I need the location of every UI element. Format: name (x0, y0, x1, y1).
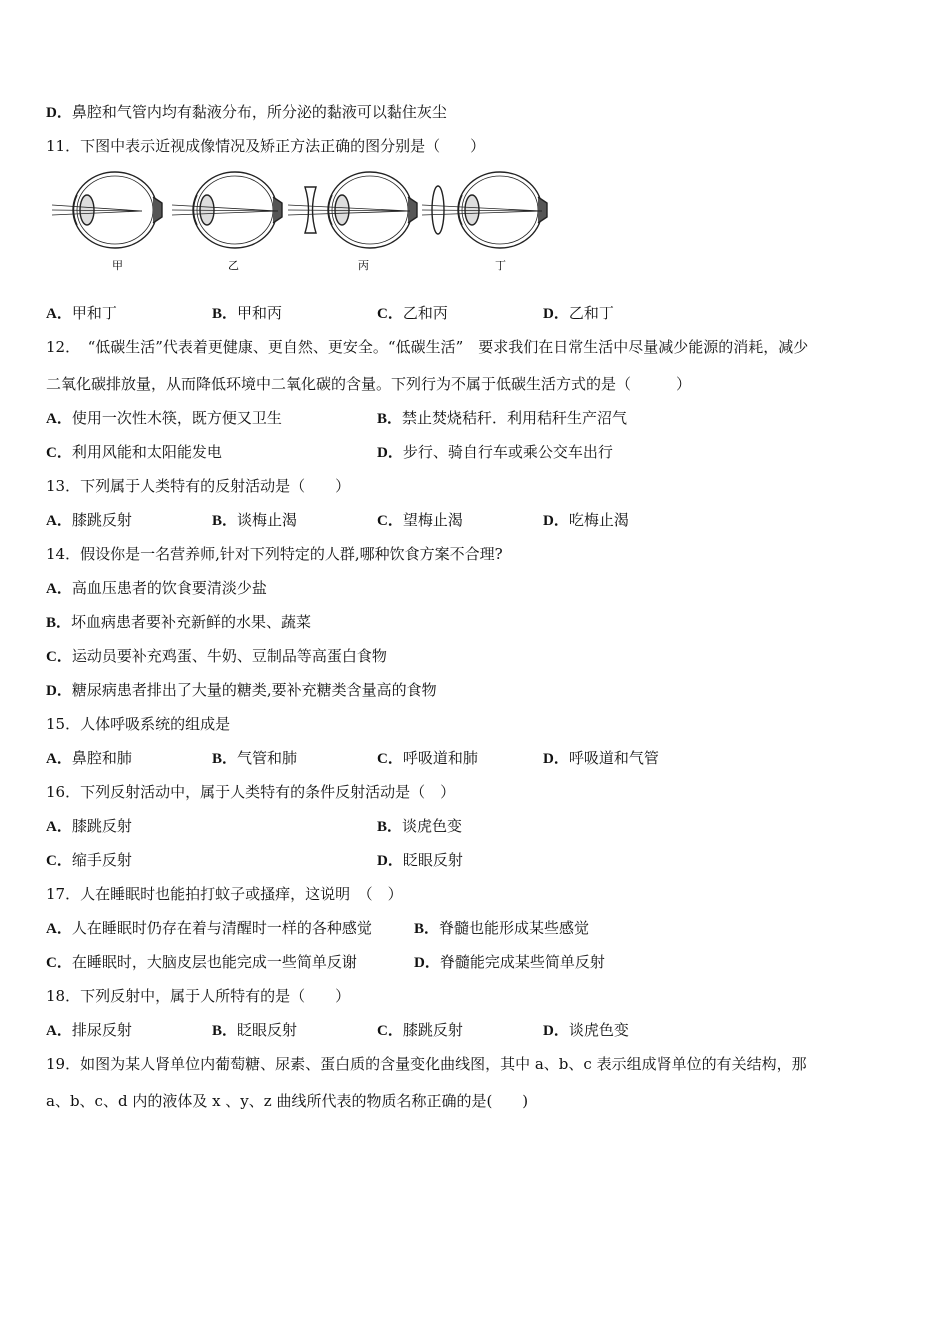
q12-stem-line1: 12． “低碳生活”代表着更健康、更自然、更安全。“低碳生活” 要求我们在日常生活中尽量减少能源的消耗，减少 (46, 338, 809, 356)
q15-stem: 15．人体呼吸系统的组成是 (46, 715, 231, 733)
q17-option-d: D．脊髓能完成某些简单反射 (414, 953, 605, 971)
eye-label-jia: 甲 (112, 259, 123, 272)
q13-stem: 13．下列属于人类特有的反射活动是（ ） (46, 477, 351, 495)
q15-option-b: B．气管和肺 (212, 749, 298, 767)
q11-option-a: A．甲和丁 (46, 304, 117, 322)
q15-option-c: C．呼吸道和肺 (377, 749, 478, 767)
q13-option-c: C．望梅止渴 (377, 511, 463, 529)
eye-bing-icon (288, 172, 417, 248)
q18-stem: 18．下列反射中，属于人所特有的是（ ） (46, 987, 351, 1005)
eye-label-yi: 乙 (228, 259, 239, 272)
q15-option-a: A．鼻腔和肺 (46, 749, 132, 767)
eye-label-ding: 丁 (495, 259, 506, 272)
q13-option-d: D．吃梅止渴 (543, 511, 629, 529)
q12-option-a: A．使用一次性木筷，既方便又卫生 (46, 409, 282, 427)
q13-option-b: B．谈梅止渴 (212, 511, 298, 529)
q14-option-b: B．坏血病患者要补充新鲜的水果、蔬菜 (46, 613, 312, 631)
q16-option-c: C．缩手反射 (46, 851, 132, 869)
q14-option-c: C．运动员要补充鸡蛋、牛奶、豆制品等高蛋白食物 (46, 647, 387, 665)
q11-option-c: C．乙和丙 (377, 304, 448, 322)
q19-stem-line2: a、b、c、d 内的液体及 x 、y、z 曲线所代表的物质名称正确的是( ) (46, 1092, 529, 1110)
q14-option-a: A．高血压患者的饮食要清淡少盐 (46, 579, 267, 597)
q11-option-d: D．乙和丁 (543, 304, 614, 322)
q11-stem: 11．下图中表示近视成像情况及矫正方法正确的图分别是（ ） (46, 137, 486, 155)
eye-label-bing: 丙 (358, 259, 369, 272)
q17-option-a: A．人在睡眠时仍存在着与清醒时一样的各种感觉 (46, 919, 372, 937)
q16-option-d: D．眨眼反射 (377, 851, 463, 869)
q12-option-d: D．步行、骑自行车或乘公交车出行 (377, 443, 613, 461)
q18-option-c: C．膝跳反射 (377, 1021, 463, 1039)
q17-option-b: B．脊髓也能形成某些感觉 (414, 919, 590, 937)
q12-option-c: C．利用风能和太阳能发电 (46, 443, 222, 461)
q14-stem: 14．假设你是一名营养师,针对下列特定的人群,哪种饮食方案不合理? (46, 545, 503, 563)
q15-option-d: D．呼吸道和气管 (543, 749, 659, 767)
q18-option-a: A．排尿反射 (46, 1021, 132, 1039)
q10-option-d: D．鼻腔和气管内均有黏液分布，所分泌的黏液可以黏住灰尘 (46, 103, 447, 121)
q16-stem: 16．下列反射活动中，属于人类特有的条件反射活动是（ ） (46, 783, 456, 801)
q18-option-b: B．眨眼反射 (212, 1021, 298, 1039)
q17-option-c: C．在睡眠时，大脑皮层也能完成一些简单反谢 (46, 953, 357, 971)
q12-stem-line2: 二氧化碳排放量，从而降低环境中二氧化碳的含量。下列行为不属于低碳生活方式的是（ ） (46, 375, 692, 393)
q19-stem-line1: 19．如图为某人肾单位内葡萄糖、尿素、蛋白质的含量变化曲线图，其中 a、b、c 表示组成肾单位的有关结构，那 (46, 1055, 807, 1073)
q16-option-a: A．膝跳反射 (46, 817, 132, 835)
q13-option-a: A．膝跳反射 (46, 511, 132, 529)
q18-option-d: D．谈虎色变 (543, 1021, 629, 1039)
eye-ding-icon (422, 172, 547, 248)
q16-option-b: B．谈虎色变 (377, 817, 463, 835)
eye-diagram-figure (50, 165, 560, 280)
q11-option-b: B．甲和丙 (212, 304, 283, 322)
eye-yi-icon (172, 172, 282, 248)
eye-jia-icon (52, 172, 162, 248)
q12-option-b: B．禁止焚烧秸秆．利用秸秆生产沼气 (377, 409, 628, 427)
q14-option-d: D．糖尿病患者排出了大量的糖类,要补充糖类含量高的食物 (46, 681, 437, 699)
q17-stem: 17．人在睡眠时也能拍打蚊子或搔痒，这说明 （ ） (46, 885, 403, 903)
